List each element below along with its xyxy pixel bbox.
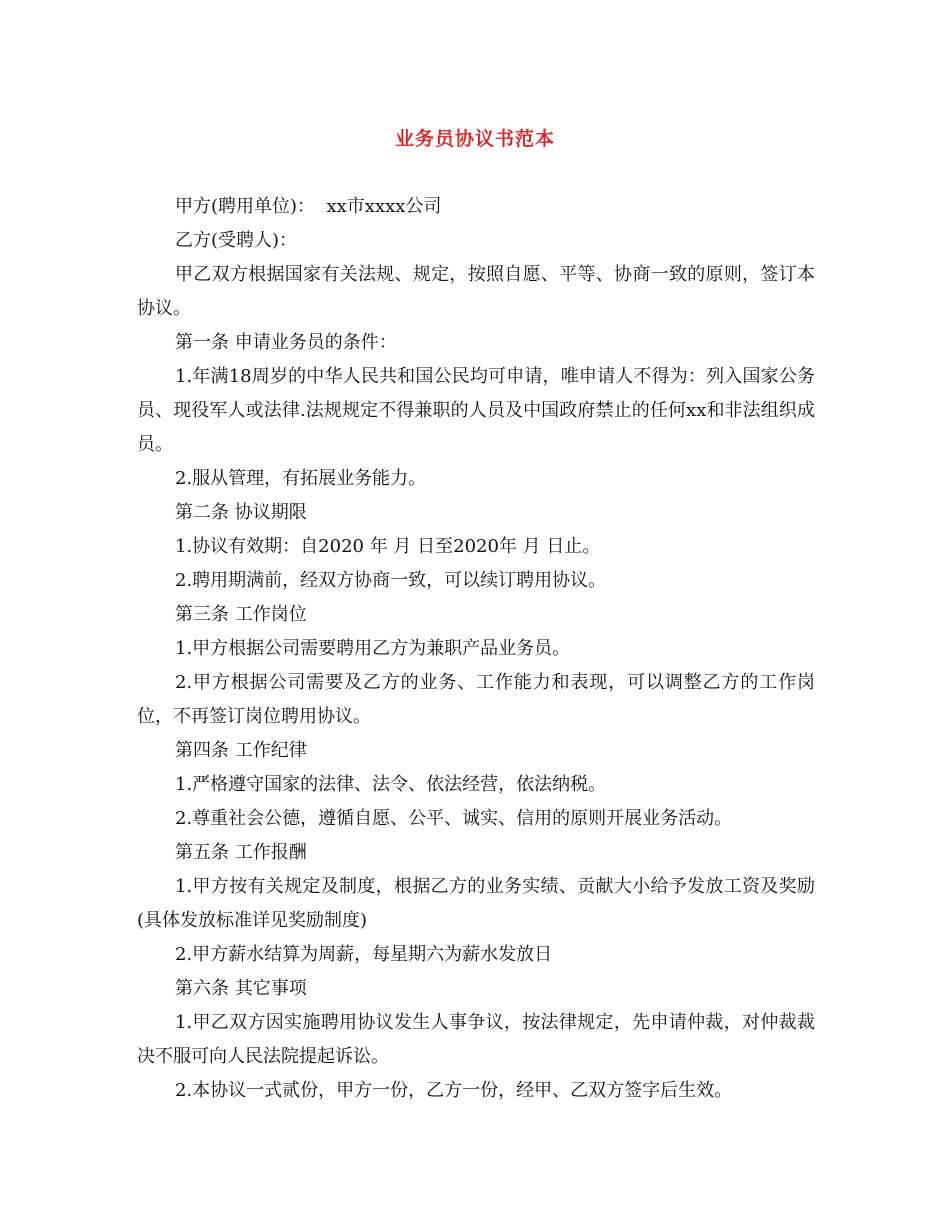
article-2-item-2: 2.聘用期满前，经双方协商一致，可以续订聘用协议。 <box>175 570 607 591</box>
article-4-item-1: 1.严格遵守国家的法律、法令、依法经营，依法纳税。 <box>175 774 607 795</box>
article-4-heading: 第四条 工作纪律 <box>175 740 307 761</box>
article-6-heading: 第六条 其它事项 <box>175 978 307 999</box>
article-5-heading: 第五条 工作报酬 <box>175 842 307 863</box>
article-1-item-2: 2.服从管理，有拓展业务能力。 <box>175 468 427 489</box>
article-2-heading: 第二条 协议期限 <box>175 502 307 523</box>
article-3-item-1: 1.甲方根据公司需要聘用乙方为兼职产品业务员。 <box>175 638 571 659</box>
document-title: 业务员协议书范本 <box>394 128 555 150</box>
article-1-item-1: 1.年满18周岁的中华人民共和国公民均可申请，唯申请人不得为：列入国家公务员、现役军人或法律.法规规定不得兼职的人员及中国政府禁止的任何xx和非法组织成员。 <box>137 366 815 455</box>
article-3-item-2: 2.甲方根据公司需要及乙方的业务、工作能力和表现，可以调整乙方的工作岗位，不再签订岗位聘用协议。 <box>137 672 815 727</box>
article-5-item-2: 2.甲方薪水结算为周薪，每星期六为薪水发放日 <box>175 944 553 965</box>
paragraph-preamble: 甲乙双方根据国家有关法规、规定，按照自愿、平等、协商一致的原则，签订本协议。 <box>137 264 815 319</box>
article-6-item-1: 1.甲乙双方因实施聘用协议发生人事争议，按法律规定，先申请仲裁，对仲裁裁决不服可向人民法院提起诉讼。 <box>137 1012 815 1067</box>
article-3-heading: 第三条 工作岗位 <box>175 604 307 625</box>
article-4-item-2: 2.尊重社会公德，遵循自愿、公平、诚实、信用的原则开展业务活动。 <box>175 808 733 829</box>
article-2-item-1: 1.协议有效期：自2020 年 月 日至2020年 月 日止。 <box>175 536 601 557</box>
article-6-item-2: 2.本协议一式贰份，甲方一份，乙方一份，经甲、乙双方签字后生效。 <box>175 1080 733 1101</box>
document-body <box>137 190 815 1108</box>
article-1-heading: 第一条 申请业务员的条件： <box>175 332 397 353</box>
paragraph-party-b: 乙方(受聘人)： <box>175 230 298 251</box>
paragraph-party-a: 甲方(聘用单位)： xx市xxxx公司 <box>175 196 442 217</box>
article-5-item-1: 1.甲方按有关规定及制度，根据乙方的业务实绩、贡献大小给予发放工资及奖励(具体发放标准详见奖励制度) <box>137 876 815 931</box>
